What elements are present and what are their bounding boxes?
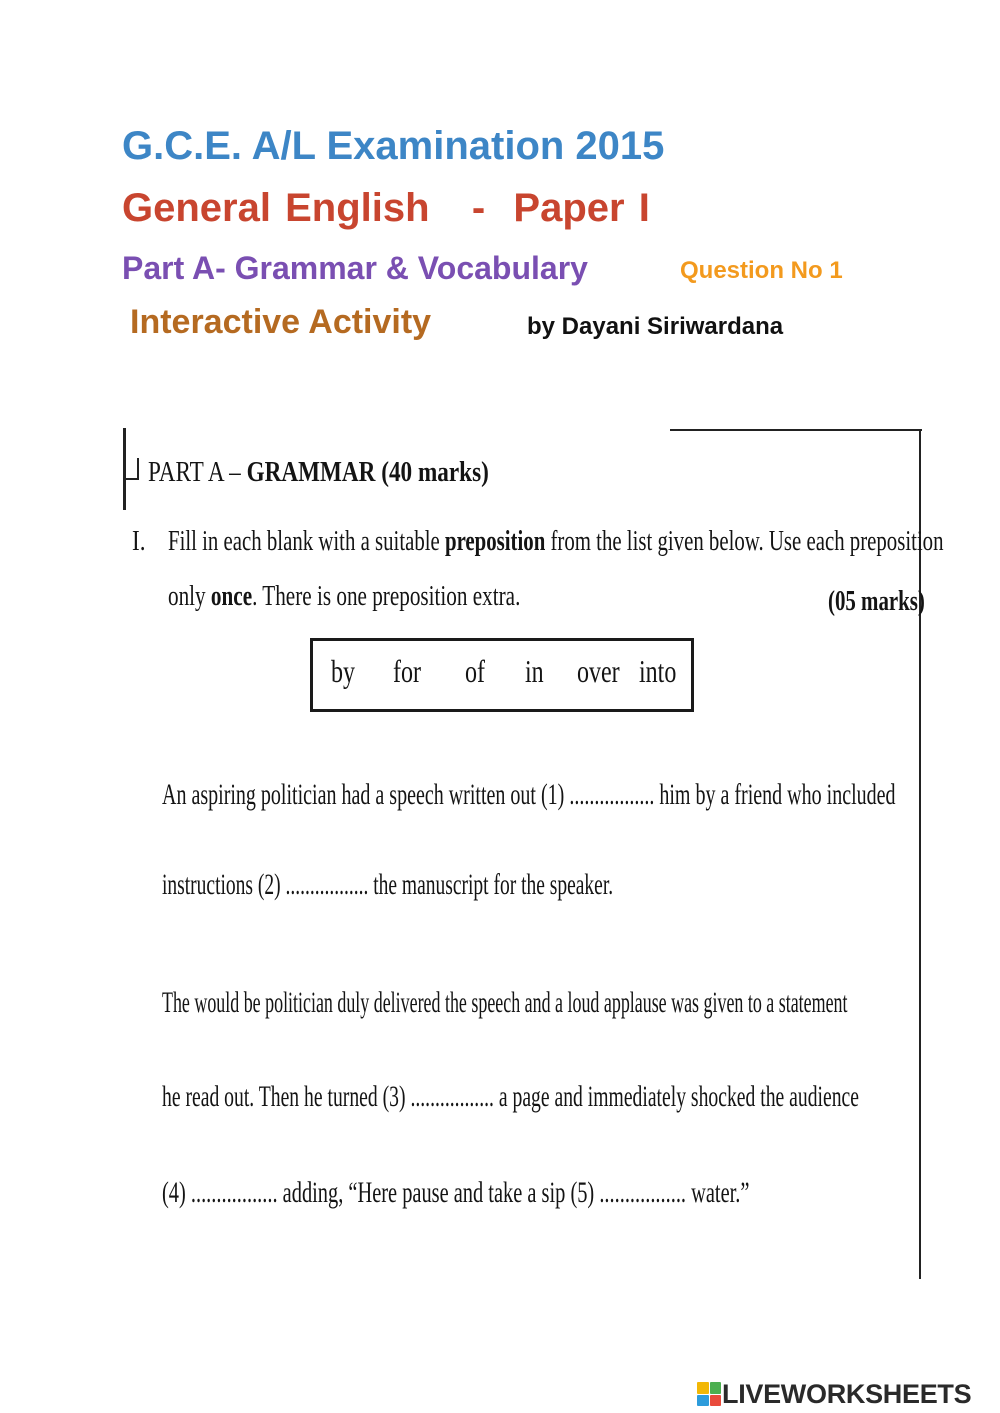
instruction-keyword: once xyxy=(210,580,253,612)
instruction-text: Fill in each blank with a suitable xyxy=(168,525,445,557)
scanned-worksheet xyxy=(118,420,944,1280)
scan-top-border xyxy=(670,429,922,431)
question-roman-number: I. xyxy=(132,525,146,557)
word-option: of xyxy=(465,653,485,689)
passage-line: instructions (2) ................. the manuscript for the speaker. xyxy=(162,868,614,901)
word-option: over xyxy=(577,653,620,689)
instruction-text: from the list given below. Use each preposition xyxy=(545,525,944,557)
author-byline: by Dayani Siriwardana xyxy=(527,313,784,340)
logo-square xyxy=(710,1395,722,1407)
question-number-label: Question No 1 xyxy=(680,257,843,284)
logo-square xyxy=(697,1395,709,1407)
instruction-text: only xyxy=(168,580,211,612)
word-option: by xyxy=(331,653,355,689)
activity-title: Interactive Activity xyxy=(130,303,432,341)
passage-line: The would be politician duly delivered the speech and a loud applause was given to a statement xyxy=(162,986,848,1019)
exam-title: G.C.E. A/L Examination 2015 xyxy=(122,124,665,168)
instruction-line-2 xyxy=(168,580,520,613)
section-heading xyxy=(148,456,489,489)
part-title: Part A- Grammar & Vocabulary xyxy=(122,250,588,286)
word-option: for xyxy=(393,653,421,689)
liveworksheets-logo[interactable] xyxy=(697,1380,971,1408)
word-option: in xyxy=(525,653,544,689)
marks-label: (05 marks) xyxy=(828,585,925,617)
word-list-box xyxy=(310,638,694,712)
passage-line: he read out. Then he turned (3) ................. a page and immediately shocked the audience xyxy=(162,1080,859,1113)
section-bullet-icon xyxy=(124,458,139,480)
instruction-line-1 xyxy=(168,525,943,558)
logo-square xyxy=(697,1382,709,1394)
liveworksheets-logo-icon xyxy=(697,1382,721,1406)
word-option: into xyxy=(639,653,677,689)
section-title: GRAMMAR (40 marks) xyxy=(246,456,489,488)
instruction-keyword: preposition xyxy=(444,525,546,557)
passage-line: (4) ................. adding, “Here pause and take a sip (5) ................. water.” xyxy=(162,1176,750,1209)
liveworksheets-logo-text: LIVEWORKSHEETS xyxy=(722,1378,972,1409)
instruction-text: . There is one preposition extra. xyxy=(252,580,521,612)
subject-title: General English - Paper I xyxy=(122,186,650,230)
logo-square xyxy=(710,1382,722,1394)
section-prefix: PART A – xyxy=(148,456,247,488)
passage-line: An aspiring politician had a speech written out (1) ................. him by a friend who included xyxy=(162,778,896,811)
